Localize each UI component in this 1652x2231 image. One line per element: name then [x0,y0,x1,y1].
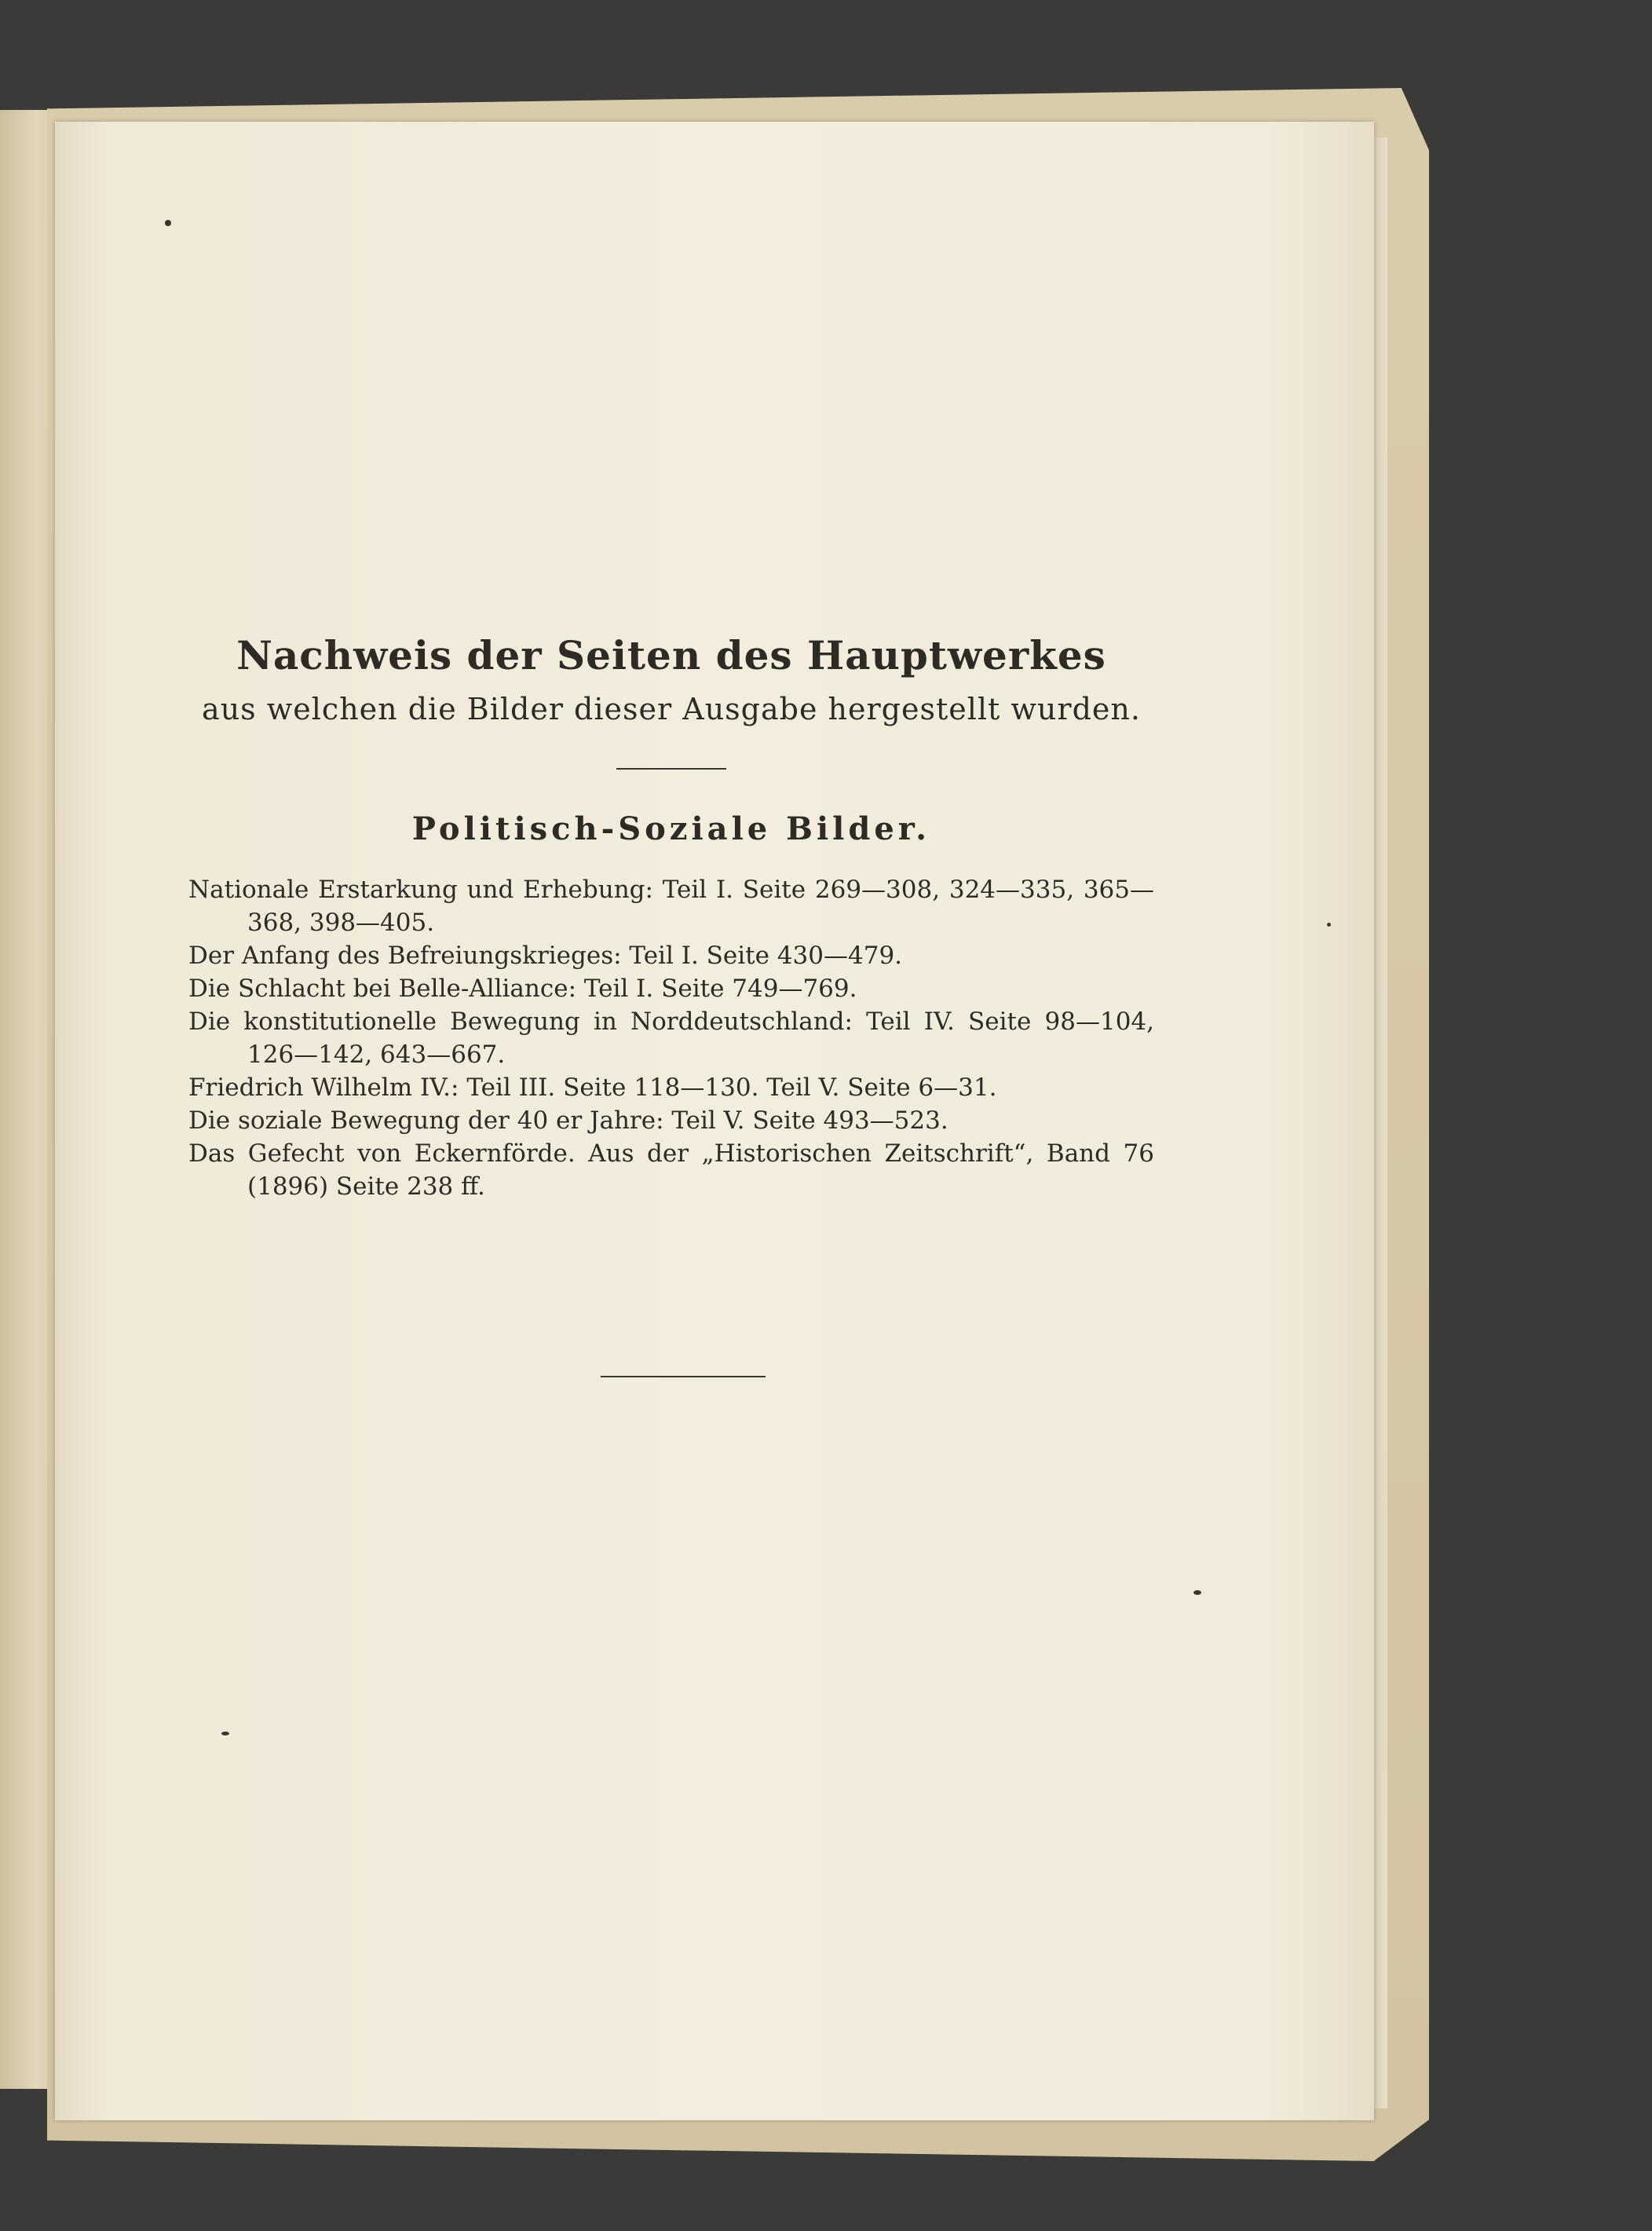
ink-speck [1327,923,1331,927]
list-item: Das Gefecht von Eckernförde. Aus der „Historischen Zeitschrift“, Band 76 (1896) Seite 238 ff. [188,1139,1154,1201]
section-heading: Politisch-Soziale Bilder. [411,810,931,847]
ink-speck [221,1732,229,1735]
list-item: Die Schlacht bei Belle-Alliance: Teil I. Seite 749—769. [188,975,857,1003]
ink-speck [1193,1590,1201,1595]
list-item: Friedrich Wilhelm IV.: Teil III. Seite 118—130. Teil V. Seite 6—31. [188,1073,997,1102]
list-item: Die soziale Bewegung der 40 er Jahre: Teil V. Seite 493—523. [188,1106,948,1135]
list-item: Die konstitutionelle Bewegung in Norddeutschland: Teil IV. Seite 98—104, 126—142, 643—667. [188,1008,1154,1069]
list-item: Der Anfang des Befreiungskrieges: Teil I. Seite 430—479. [188,942,903,970]
page-text [188,628,1154,1203]
divider-rule [616,768,726,770]
page-title: Nachweis der Seiten des Hauptwerkes [236,632,1106,678]
ink-speck [165,220,171,226]
list-item: Nationale Erstarkung und Erhebung: Teil I. Seite 269—308, 324—335, 365—368, 398—405. [188,876,1154,937]
page-subtitle: aus welchen die Bilder dieser Ausgabe hergestellt wurden. [202,692,1141,726]
closing-rule [601,1376,766,1377]
reference-list [188,873,1154,1203]
